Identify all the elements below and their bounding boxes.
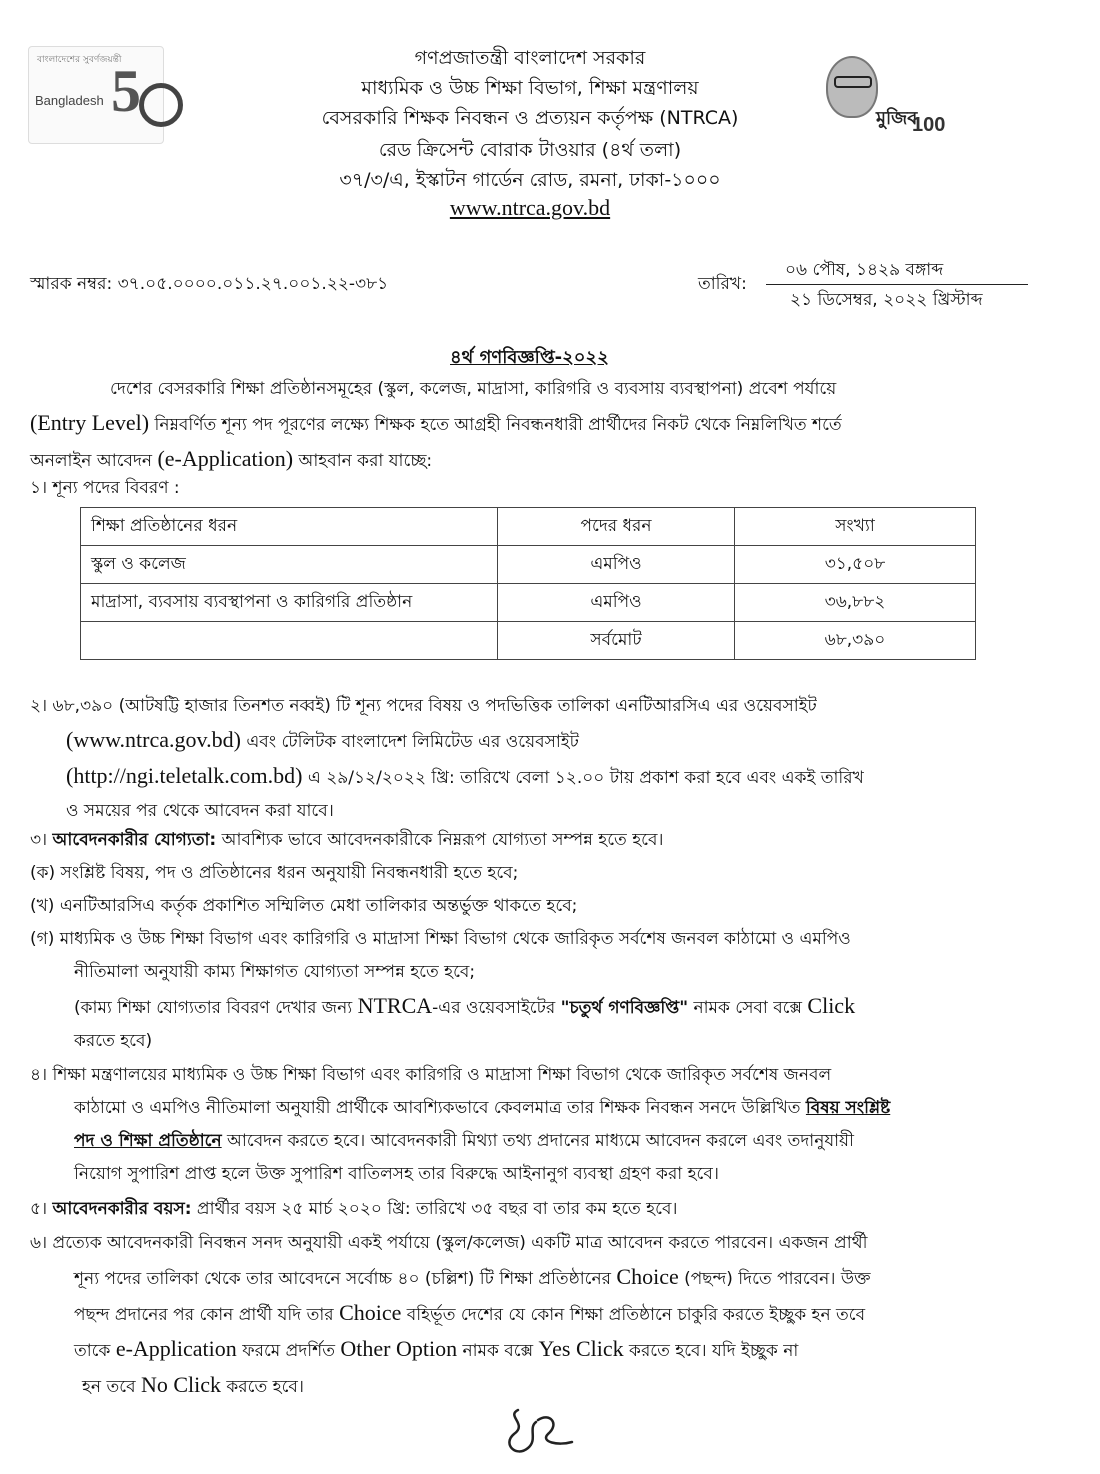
section-6-line-2: শূন্য পদের তালিকা থেকে তার আবেদনে সর্বোচ্চ ৪০ (চল্লিশ) টি শিক্ষা প্রতিষ্ঠানের Choice (পছন্দ) দিতে পারবেন। উক্ত (74, 1264, 871, 1289)
section-3 (30, 824, 1020, 1058)
header-website-link[interactable]: www.ntrca.gov.bd (449, 195, 611, 220)
intro-line-3: অনলাইন আবেদন (e-Application) আহবান করা যাচ্ছে: (30, 446, 433, 471)
section-1-heading: ১। শূন্য পদের বিবরণ : (30, 478, 180, 498)
header-government: গণপ্রজাতন্ত্রী বাংলাদেশ সরকার (414, 47, 646, 69)
section-4-line-4: নিয়োগ সুপারিশ প্রাপ্ত হলে উক্ত সুপারিশ বাতিলসহ তার বিরুদ্ধে আইনানুগ ব্যবস্থা গ্রহণ করা হবে। (74, 1164, 719, 1184)
section-5-heading: আবেদনকারীর বয়স: (52, 1199, 192, 1219)
table-header-count: সংখ্যা (735, 508, 976, 546)
section-4-line-2: কাঠামো ও এমপিও নীতিমালা অনুযায়ী প্রার্থীকে আবশ্যিকভাবে কেবলমাত্র তার শিক্ষক নিবন্ধন সনদে উল্লিখিত বিষয় সংশ্লিষ্ট (74, 1098, 891, 1118)
logo-small-text: বাংলাদেশের সুবর্ণজয়ন্তী (37, 55, 122, 65)
section-3-item-ka: (ক) সংশ্লিষ্ট বিষয়, পদ ও প্রতিষ্ঠানের ধরন অনুযায়ী নিবন্ধনধারী হতে হবে; (30, 863, 519, 883)
section-3-item-ga-1: (গ) মাধ্যমিক ও উচ্চ শিক্ষা বিভাগ এবং কারিগরি ও মাদ্রাসা শিক্ষা বিভাগ থেকে জারিকৃত সর্বশেষ জনবল কাঠামো ও এমপিও (30, 929, 851, 949)
table-row (81, 584, 976, 622)
intro-paragraph (30, 373, 1020, 478)
table-cell: এমপিও (498, 584, 735, 622)
table-total-row (81, 622, 976, 660)
table-header-post-type: পদের ধরন (498, 508, 735, 546)
mujib-logo-text: মুজিব (876, 108, 918, 129)
date-divider (766, 284, 1028, 285)
e-application-term: (e-Application) (157, 446, 294, 471)
table-header-row (81, 508, 976, 546)
table-cell: ৬৮,৩৯০ (735, 622, 976, 660)
mujib-logo-number: 100 (912, 114, 946, 136)
header-building: রেড ক্রিসেন্ট বোরাক টাওয়ার (৪র্থ তলা) (378, 139, 682, 161)
section-6-line-5: হন তবে No Click করতে হবে। (82, 1372, 304, 1397)
section-3-note: (কাম্য শিক্ষা যোগ্যতার বিবরণ দেখার জন্য NTRCA-এর ওয়েবসাইটের "চতুর্থ গণবিজ্ঞপ্তি" নামক সেবা বক্সে Click (74, 993, 856, 1018)
table-header-institution: শিক্ষা প্রতিষ্ঠানের ধরন (81, 508, 498, 546)
table-cell (81, 622, 498, 660)
handwritten-initials (498, 1402, 578, 1462)
section-3-item-ga-2: নীতিমালা অনুযায়ী কাম্য শিক্ষাগত যোগ্যতা সম্পন্ন হতে হবে; (74, 962, 476, 982)
section-6-line-3: পছন্দ প্রদানের পর কোন প্রার্থী যদি তার Choice বহির্ভূত দেশের যে কোন শিক্ষা প্রতিষ্ঠানে চাকুরি করতে ইচ্ছুক হন তবে (74, 1300, 866, 1325)
vacancy-table (80, 507, 976, 660)
table-cell: ৩১,৫০৮ (735, 546, 976, 584)
entry-level-term: (Entry Level) (30, 410, 150, 435)
table-cell: মাদ্রাসা, ব্যবসায় ব্যবস্থাপনা ও কারিগরি প্রতিষ্ঠান (81, 584, 498, 622)
table-row (81, 546, 976, 584)
intro-line-1: দেশের বেসরকারি শিক্ষা প্রতিষ্ঠানসমূহের (স্কুল, কলেজ, মাদ্রাসা, কারিগরি ও ব্যবসায় ব্যবস্থাপনা) প্রবেশ পর্যায়ে (110, 379, 837, 399)
section-6 (30, 1227, 1020, 1404)
table-cell: স্কুল ও কলেজ (81, 546, 498, 584)
section-6-line-1: ৬। প্রত্যেক আবেদনকারী নিবন্ধন সনদ অনুযায়ী একই পর্যায়ে (স্কুল/কলেজ) একটি মাত্র আবেদন করতে পারবেন। একজন প্রার্থী (30, 1233, 868, 1253)
section-4 (30, 1059, 1020, 1191)
header-ministry: মাধ্যমিক ও উচ্চ শিক্ষা বিভাগ, শিক্ষা মন্ত্রণালয় (361, 77, 699, 99)
table-cell: সর্বমোট (498, 622, 735, 660)
date-english: ২১ ডিসেম্বর, ২০২২ খ্রিস্টাব্দ (790, 290, 983, 310)
logo-number: 5 (111, 58, 141, 124)
section-6-line-4: তাকে e-Application ফরমে প্রদর্শিত Other Option নামক বক্সে Yes Click করতে হবে। যদি ইচ্ছুক না (74, 1336, 799, 1361)
section-3-heading: আবেদনকারীর যোগ্যতা: (52, 830, 217, 850)
section-4-line-3: পদ ও শিক্ষা প্রতিষ্ঠানে আবেদন করতে হবে। আবেদনকারী মিথ্যা তথ্য প্রদানের মাধ্যমে আবেদন করলে এবং তদানুযায়ী (74, 1131, 854, 1151)
notice-title: ৪র্থ গণবিজ্ঞপ্তি-২০২২ (450, 347, 609, 368)
section-2-line-2: (www.ntrca.gov.bd) এবং টেলিটক বাংলাদেশ লিমিটেড এর ওয়েবসাইট (66, 727, 579, 752)
table-cell: এমপিও (498, 546, 735, 584)
header-authority: বেসরকারি শিক্ষক নিবন্ধন ও প্রত্যয়ন কর্তৃপক্ষ (NTRCA) (321, 107, 739, 129)
date-label: তারিখ: (698, 274, 747, 294)
section-5-line: ৫। আবেদনকারীর বয়স: প্রার্থীর বয়স ২৫ মার্চ ২০২০ খ্রি: তারিখে ৩৫ বছর বা তার কম হতে হবে। (30, 1199, 678, 1219)
logo-zero-ring (139, 83, 183, 127)
memo-reference: স্মারক নম্বর: ৩৭.০৫.০০০০.০১১.২৭.০০১.২২-৩৮১ (30, 274, 389, 294)
golden-jubilee-logo (28, 46, 164, 144)
teletalk-website-link[interactable]: (http://ngi.teletalk.com.bd) (66, 763, 303, 788)
section-5 (30, 1193, 1020, 1226)
intro-line-2: (Entry Level) নিম্নবর্ণিত শূন্য পদ পূরণের লক্ষ্যে শিক্ষক হতে আগ্রহী নিবন্ধনধারী প্রার্থীদের নিকট থেকে নিম্নলিখিত শর্তে (30, 410, 842, 435)
section-3-note-end: করতে হবে) (74, 1031, 153, 1051)
section-2-line-3: (http://ngi.teletalk.com.bd) এ ২৯/১২/২০২২ খ্রি: তারিখে বেলা ১২.০০ টায় প্রকাশ করা হবে এবং একই তারিখ (66, 763, 864, 788)
section-2-line-4: ও সময়ের পর থেকে আবেদন করা যাবে। (66, 801, 334, 821)
date-bangla: ০৬ পৌষ, ১৪২৯ বঙ্গাব্দ (785, 260, 944, 280)
section-2-line-1: ২। ৬৮,৩৯০ (আটষট্টি হাজার তিনশত নব্বই) টি শূন্য পদের বিষয় ও পদভিত্তিক তালিকা এনটিআরসিএ এর ওয়েবসাইট (30, 696, 817, 716)
header-address: ৩৭/৩/এ, ইস্কাটন গার্ডেন রোড, রমনা, ঢাকা-১০০০ (339, 169, 721, 191)
section-3-line: ৩। আবেদনকারীর যোগ্যতা: আবশ্যিক ভাবে আবেদনকারীকে নিম্নরূপ যোগ্যতা সম্পন্ন হতে হবে। (30, 830, 664, 850)
section-4-line-1: ৪। শিক্ষা মন্ত্রণালয়ের মাধ্যমিক ও উচ্চ শিক্ষা বিভাগ এবং কারিগরি ও মাদ্রাসা শিক্ষা বিভাগ থেকে জারিকৃত সর্বশেষ জনবল (30, 1065, 832, 1085)
section-3-item-kha: (খ) এনটিআরসিএ কর্তৃক প্রকাশিত সম্মিলিত মেধা তালিকার অন্তর্ভুক্ত থাকতে হবে; (30, 896, 578, 916)
ntrca-website-link[interactable]: (www.ntrca.gov.bd) (66, 727, 241, 752)
table-cell: ৩৬,৮৮২ (735, 584, 976, 622)
section-2 (30, 690, 1020, 828)
logo-country-text: Bangladesh (35, 93, 104, 108)
